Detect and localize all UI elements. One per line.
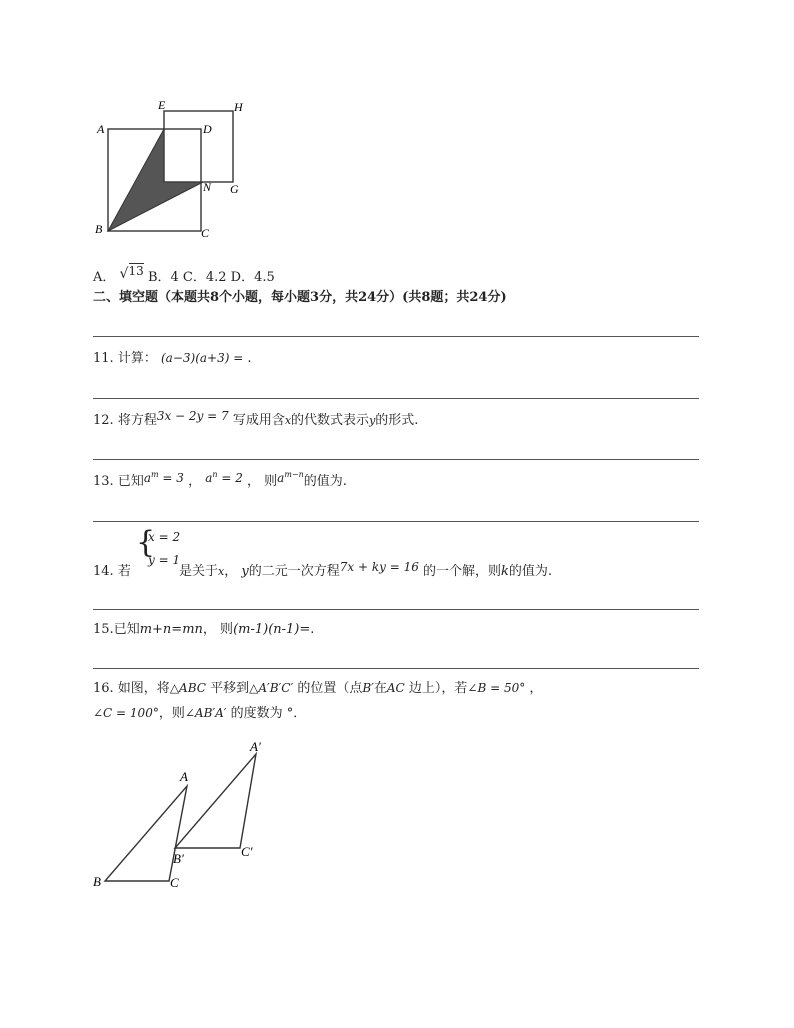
- sqrt-13: [119, 264, 144, 285]
- question-13: [93, 470, 347, 489]
- question-14-rest: [179, 560, 552, 579]
- q-text: ，: [529, 681, 543, 696]
- math-expression: ∠C = 100°: [93, 706, 159, 720]
- divider: [93, 398, 699, 399]
- q-text: ，: [224, 564, 238, 579]
- math-expression: △A′B′C′: [249, 681, 294, 695]
- square-figure: [90, 92, 250, 242]
- q-number: 14.: [93, 564, 114, 579]
- math-var: k: [501, 564, 509, 579]
- shaded-triangle: [108, 129, 203, 231]
- system-eq-1: x = 2: [148, 530, 181, 544]
- label-b: B: [95, 222, 103, 236]
- q-text: 的值为.: [303, 474, 347, 489]
- label-e: E: [158, 98, 166, 112]
- q-text: 边上），若: [408, 681, 468, 696]
- math-expression: $a^{m-n}$: [277, 470, 304, 485]
- question-14: [93, 560, 131, 579]
- divider: [93, 668, 699, 669]
- label-d: D: [203, 122, 212, 136]
- math-expression: AC: [386, 681, 405, 695]
- divider: [93, 521, 699, 522]
- q-text: 16. 如图，将: [93, 681, 170, 696]
- math-var: y: [241, 564, 249, 579]
- divider: [93, 609, 699, 610]
- q-text: 将方程: [117, 413, 157, 428]
- label-b: B: [93, 874, 101, 889]
- q-text: ，: [188, 474, 202, 489]
- q-text: ，: [202, 622, 216, 637]
- math-expression: △ABC: [169, 681, 206, 695]
- math-expression: 3x − 2y = 7: [156, 409, 229, 423]
- q10-options: [93, 266, 275, 285]
- math-expression: B′: [362, 681, 374, 695]
- system-eq-2: y = 1: [148, 553, 181, 567]
- triangle-abc: [105, 786, 187, 881]
- q-text: 则: [264, 474, 278, 489]
- question-16-line-2: [93, 702, 306, 721]
- question-11: [93, 347, 252, 366]
- q10-options-rest: B．4 C．4.2 D．4.5: [147, 270, 275, 285]
- q-text: 则: [220, 622, 234, 637]
- math-var: x: [284, 414, 292, 427]
- q-text: 的二元一次方程: [248, 564, 340, 579]
- q-text: 的一个解，则: [423, 564, 502, 579]
- q-text: 的代数式表示: [291, 413, 370, 428]
- label-c: C: [201, 226, 210, 240]
- math-expression: $a^m = 3$: [143, 470, 184, 485]
- math-expression: (a−3)(a+3) =: [160, 351, 244, 365]
- math-var: x: [218, 565, 225, 578]
- q-text: 的位置（点: [297, 681, 363, 696]
- q10-option-a: A．: [93, 270, 116, 285]
- q-number: 12.: [93, 413, 114, 428]
- q-text: .: [247, 351, 252, 366]
- divider: [93, 336, 699, 337]
- math-expression: 7x + ky = 16: [339, 560, 419, 574]
- q-text: 的值为.: [508, 564, 553, 579]
- q-text: 的形式.: [375, 413, 419, 428]
- q-number: 13.: [93, 474, 114, 489]
- math-expression: ∠B = 50°: [467, 681, 526, 695]
- q-number: 15.: [93, 622, 114, 637]
- q-text: 平移到: [210, 681, 250, 696]
- label-a: A: [180, 769, 188, 784]
- question-12: [93, 409, 418, 428]
- label-g: G: [230, 182, 239, 196]
- section-title: 二、填空题（本题共8个小题，每小题3分，共24分）(共8题；共24分): [93, 290, 507, 305]
- divider: [93, 459, 699, 460]
- q-text: ，则: [158, 706, 185, 721]
- sqrt-radicand: 13: [128, 264, 144, 278]
- math-expression: $a^n = 2$: [205, 470, 243, 485]
- q-text: 已知: [113, 622, 140, 637]
- label-c-prime: C′: [241, 844, 253, 859]
- label-b-prime: B′: [173, 851, 184, 866]
- math-expression: m+n=mn: [139, 622, 203, 637]
- square-ehgf: [164, 111, 233, 182]
- q-number: 11.: [93, 351, 114, 366]
- q-text: 计算：: [117, 351, 157, 366]
- q-text: 是关于: [179, 564, 219, 579]
- sqrt-symbol: √: [119, 266, 129, 282]
- q-text: 在: [373, 681, 387, 696]
- math-expression: (m-1)(n-1): [233, 622, 300, 637]
- label-h: H: [234, 100, 243, 114]
- triangles-figure: [90, 735, 280, 895]
- brace-symbol: {: [136, 525, 156, 560]
- label-a-prime: A′: [250, 739, 261, 754]
- question-16-line-1: [93, 677, 542, 696]
- q-text: 若: [117, 564, 131, 579]
- label-n: N: [203, 180, 212, 194]
- q-text: 的度数为 °．: [230, 706, 307, 721]
- q-text: ，: [247, 474, 261, 489]
- label-c: C: [170, 875, 179, 890]
- label-a: A: [97, 122, 105, 136]
- q-text: =.: [299, 622, 315, 637]
- math-var: y: [369, 414, 376, 427]
- math-expression: ∠AB′A′: [184, 706, 227, 720]
- q-text: 已知: [117, 474, 144, 489]
- q-text: 写成用含: [232, 413, 285, 428]
- question-15: [93, 618, 314, 637]
